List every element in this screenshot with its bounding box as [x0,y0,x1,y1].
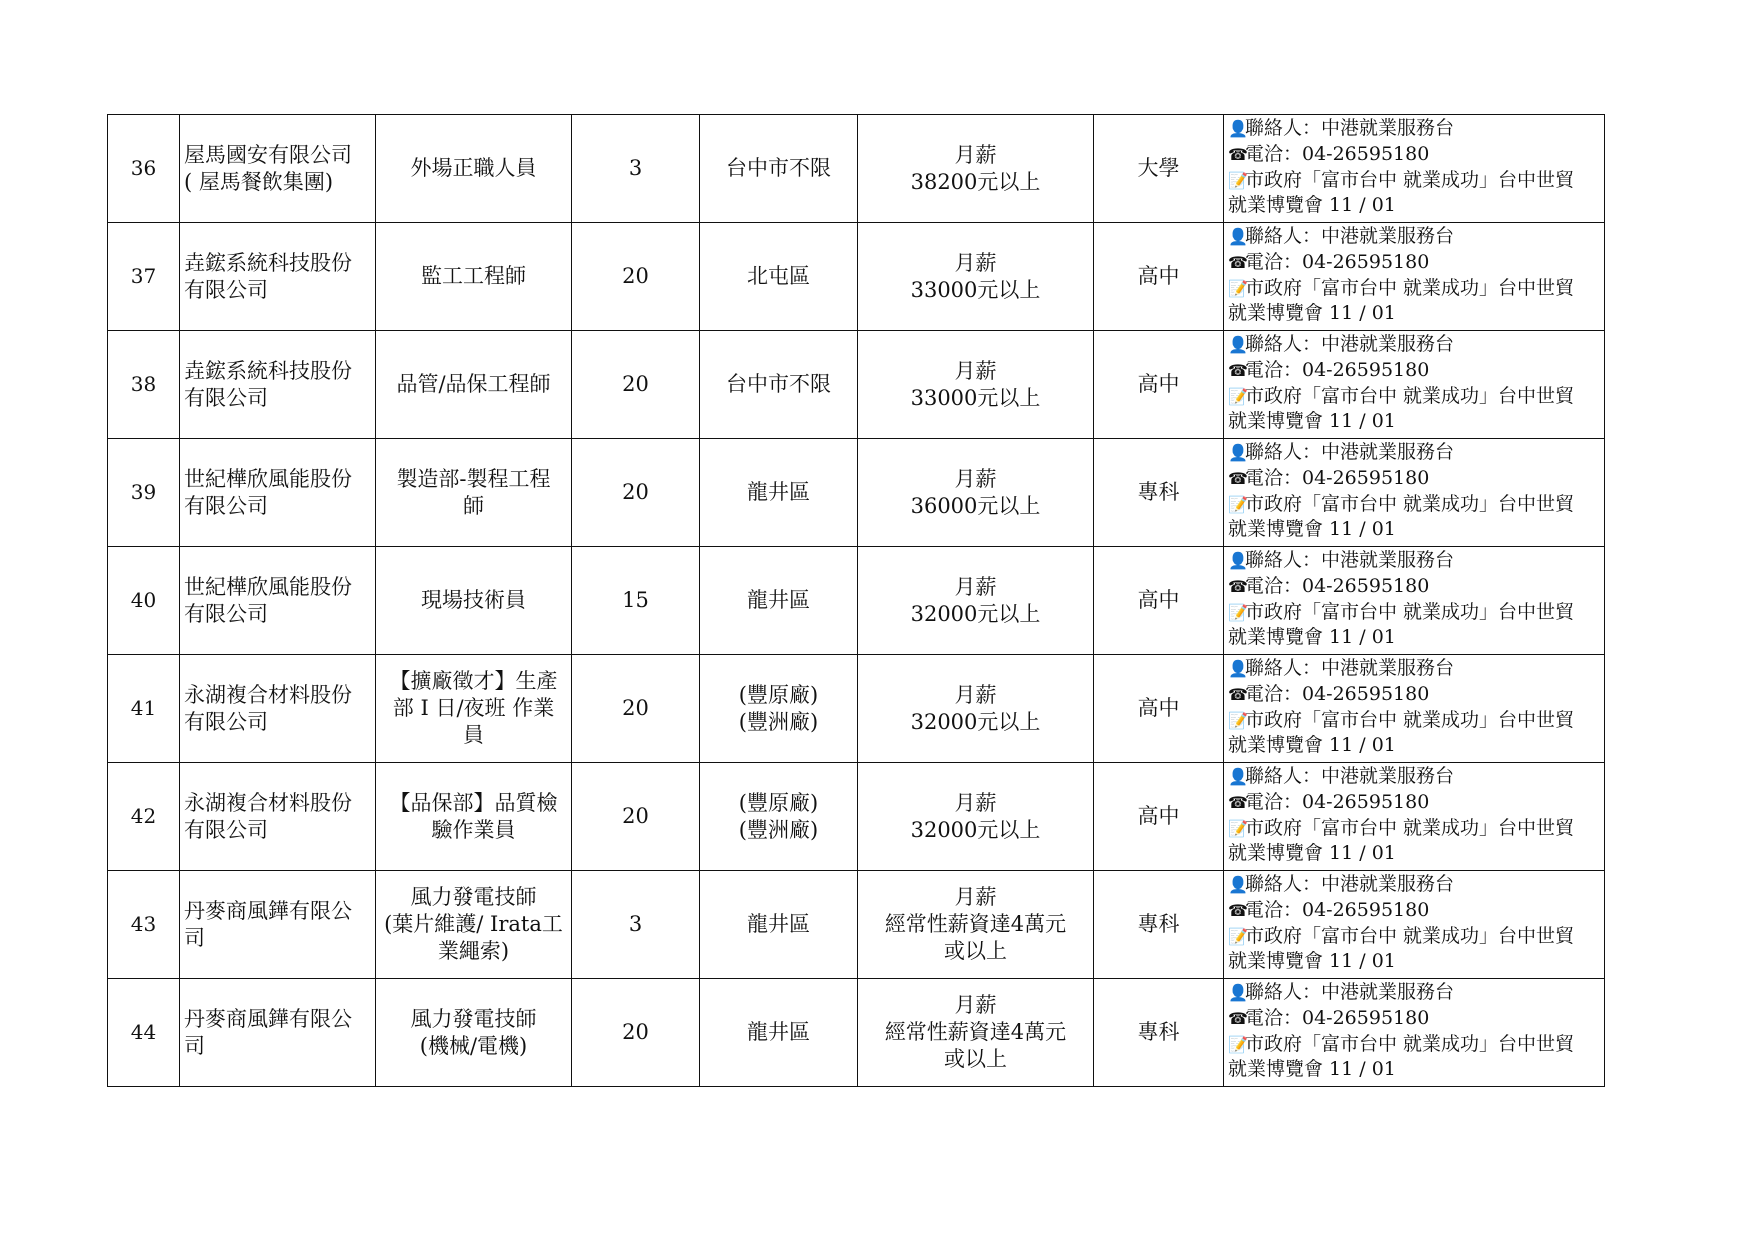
salary-line: 或以上 [944,1046,1007,1071]
row-number: 42 [108,763,180,871]
table-row [108,331,1605,439]
contact-event [1228,384,1602,410]
contact-event [1228,276,1602,302]
table-row [108,871,1605,979]
job-title [376,547,572,655]
contact-event-text: 市政府「富市台中 就業成功」台中世貿 [1245,276,1575,299]
table-row [108,655,1605,763]
work-location [700,439,858,547]
contact-event-date [1228,409,1602,435]
contact-phone [1228,466,1602,492]
job-title-line: 風力發電技師 [410,885,537,910]
job-title-line: 驗作業員 [431,817,516,842]
company-name-line: 世紀樺欣風能股份 [184,466,352,491]
contact-event-text: 市政府「富市台中 就業成功」台中世貿 [1245,492,1575,515]
person-icon: 👤 [1228,443,1248,462]
openings-count: 3 [572,115,700,223]
education-requirement: 高中 [1094,763,1224,871]
contact-event-date [1228,301,1602,327]
job-title [376,979,572,1087]
contact-phone [1228,142,1602,168]
contact-event-text: 市政府「富市台中 就業成功」台中世貿 [1245,816,1575,839]
company-name-line: 司 [184,925,205,950]
education-requirement: 高中 [1094,223,1224,331]
contact-person [1228,332,1602,358]
table-row [108,547,1605,655]
salary-line: 32000元以上 [910,601,1041,626]
job-title-line: 業繩索) [437,938,510,963]
company-name-line: ( 屋馬餐飲集團) [184,169,334,194]
contact-info [1224,547,1605,655]
salary-line: 月薪 [954,358,997,383]
job-title [376,871,572,979]
note-icon: 📝 [1228,926,1248,946]
company-name-line: 永湖複合材料股份 [184,682,352,707]
company-name-line: 有限公司 [184,709,268,734]
salary-line: 月薪 [954,885,997,910]
work-location [700,871,858,979]
education-requirement: 高中 [1094,655,1224,763]
work-location [700,223,858,331]
contact-phone [1228,250,1602,276]
job-title-line: 現場技術員 [421,588,526,613]
salary [858,223,1094,331]
company-name-line: 永湖複合材料股份 [184,790,352,815]
work-location [700,331,858,439]
salary [858,115,1094,223]
note-icon: 📝 [1228,818,1248,838]
company-name [180,871,376,979]
contact-phone-text: 電洽：04-26595180 [1245,1006,1430,1029]
contact-event [1228,1032,1602,1058]
contact-person [1228,224,1602,250]
salary-line: 月薪 [954,574,997,599]
job-title-line: 師 [463,493,484,518]
contact-event-text: 市政府「富市台中 就業成功」台中世貿 [1245,924,1575,947]
work-location-line: (豐洲廠) [738,817,819,842]
company-name-line: 有限公司 [184,385,268,410]
contact-event-date-text: 就業博覽會 11 / 01 [1228,410,1396,433]
contact-info [1224,979,1605,1087]
contact-event-text: 市政府「富市台中 就業成功」台中世貿 [1245,168,1575,191]
contact-event-date-text: 就業博覽會 11 / 01 [1228,1058,1396,1081]
contact-event-date-text: 就業博覽會 11 / 01 [1228,194,1396,217]
salary-line: 38200元以上 [910,169,1041,194]
salary-line: 月薪 [954,250,997,275]
person-icon: 👤 [1228,659,1248,678]
salary-line: 32000元以上 [910,709,1041,734]
contact-person-text: 聯絡人：中港就業服務台 [1245,981,1455,1003]
contact-person-text: 聯絡人：中港就業服務台 [1245,441,1455,463]
company-name-line: 有限公司 [184,493,268,518]
contact-phone [1228,790,1602,816]
contact-event-date-text: 就業博覽會 11 / 01 [1228,842,1396,865]
company-name-line: 屋馬國安有限公司 [184,142,352,167]
contact-info [1224,655,1605,763]
note-icon: 📝 [1228,710,1248,730]
phone-icon: ☎ [1228,1008,1248,1028]
job-title-line: 員 [463,722,484,747]
contact-phone [1228,358,1602,384]
education-requirement: 高中 [1094,547,1224,655]
openings-count: 20 [572,979,700,1087]
contact-event [1228,708,1602,734]
note-icon: 📝 [1228,170,1248,190]
job-title-line: 製造部-製程工程 [396,466,551,491]
contact-event-date [1228,193,1602,219]
row-number: 38 [108,331,180,439]
contact-event-date [1228,733,1602,759]
contact-event-text: 市政府「富市台中 就業成功」台中世貿 [1245,1032,1575,1055]
contact-phone-text: 電洽：04-26595180 [1245,898,1430,921]
job-title-line: 外場正職人員 [410,156,537,181]
contact-person-text: 聯絡人：中港就業服務台 [1245,657,1455,679]
note-icon: 📝 [1228,278,1248,298]
company-name-line: 有限公司 [184,277,268,302]
work-location-line: (豐洲廠) [738,709,819,734]
salary [858,331,1094,439]
person-icon: 👤 [1228,875,1248,894]
contact-event [1228,924,1602,950]
company-name [180,439,376,547]
contact-event [1228,816,1602,842]
contact-event-date [1228,949,1602,975]
contact-person [1228,980,1602,1006]
contact-event-date-text: 就業博覽會 11 / 01 [1228,734,1396,757]
table-row [108,115,1605,223]
salary [858,655,1094,763]
job-title-line: 【品保部】品質檢 [389,790,558,815]
job-title-line: 監工工程師 [421,264,526,289]
company-name-line: 司 [184,1033,205,1058]
contact-info [1224,115,1605,223]
job-title-line: 部 I 日/夜班 作業 [392,696,555,721]
contact-phone-text: 電洽：04-26595180 [1245,466,1430,489]
openings-count: 20 [572,655,700,763]
contact-info [1224,439,1605,547]
person-icon: 👤 [1228,335,1248,354]
contact-info [1224,223,1605,331]
contact-person-text: 聯絡人：中港就業服務台 [1245,549,1455,571]
openings-count: 20 [572,331,700,439]
salary-line: 月薪 [954,142,997,167]
openings-count: 20 [572,439,700,547]
salary-line: 36000元以上 [910,493,1041,518]
company-name-line: 有限公司 [184,817,268,842]
company-name [180,115,376,223]
note-icon: 📝 [1228,386,1248,406]
job-title [376,763,572,871]
salary-line: 經常性薪資達4萬元 [884,912,1067,937]
job-title [376,655,572,763]
work-location-line: 台中市不限 [726,156,831,181]
openings-count: 15 [572,547,700,655]
company-name-line: 丹麥商風鏵有限公 [184,898,352,923]
job-title-line: 品管/品保工程師 [396,372,551,397]
company-name [180,763,376,871]
job-title [376,115,572,223]
contact-event-date [1228,625,1602,651]
table-row [108,223,1605,331]
contact-phone [1228,1006,1602,1032]
work-location-line: 龍井區 [747,480,810,505]
work-location-line: (豐原廠) [738,790,819,815]
salary [858,871,1094,979]
work-location-line: 北屯區 [747,264,810,289]
salary-line: 經常性薪資達4萬元 [884,1020,1067,1045]
salary-line: 月薪 [954,682,997,707]
salary [858,763,1094,871]
work-location [700,655,858,763]
row-number: 37 [108,223,180,331]
contact-person [1228,872,1602,898]
company-name [180,655,376,763]
note-icon: 📝 [1228,494,1248,514]
contact-event-text: 市政府「富市台中 就業成功」台中世貿 [1245,600,1575,623]
contact-event-date-text: 就業博覽會 11 / 01 [1228,626,1396,649]
phone-icon: ☎ [1228,792,1248,812]
company-name-line: 有限公司 [184,601,268,626]
salary-line: 月薪 [954,466,997,491]
contact-person-text: 聯絡人：中港就業服務台 [1245,225,1455,247]
work-location [700,763,858,871]
note-icon: 📝 [1228,602,1248,622]
row-number: 44 [108,979,180,1087]
contact-phone-text: 電洽：04-26595180 [1245,250,1430,273]
contact-phone [1228,898,1602,924]
contact-phone-text: 電洽：04-26595180 [1245,682,1430,705]
salary [858,979,1094,1087]
phone-icon: ☎ [1228,252,1248,272]
company-name-line: 垚鋐系統科技股份 [184,250,352,275]
contact-person [1228,656,1602,682]
person-icon: 👤 [1228,983,1248,1002]
job-title-line: (葉片維護/ Irata工 [384,912,563,937]
job-title-line: 【擴廠徵才】生產 [389,669,558,694]
company-name [180,547,376,655]
contact-phone-text: 電洽：04-26595180 [1245,790,1430,813]
education-requirement: 專科 [1094,979,1224,1087]
contact-info [1224,763,1605,871]
contact-info [1224,871,1605,979]
phone-icon: ☎ [1228,360,1248,380]
salary-line: 月薪 [954,790,997,815]
salary-line: 32000元以上 [910,817,1041,842]
education-requirement: 大學 [1094,115,1224,223]
work-location-line: 龍井區 [747,588,810,613]
person-icon: 👤 [1228,227,1248,246]
row-number: 40 [108,547,180,655]
contact-person [1228,440,1602,466]
table-row [108,979,1605,1087]
company-name [180,979,376,1087]
contact-event-text: 市政府「富市台中 就業成功」台中世貿 [1245,708,1575,731]
row-number: 39 [108,439,180,547]
note-icon: 📝 [1228,1034,1248,1054]
education-requirement: 專科 [1094,871,1224,979]
contact-person [1228,116,1602,142]
contact-event-date-text: 就業博覽會 11 / 01 [1228,518,1396,541]
table-row [108,439,1605,547]
contact-person-text: 聯絡人：中港就業服務台 [1245,765,1455,787]
contact-person-text: 聯絡人：中港就業服務台 [1245,333,1455,355]
job-title [376,439,572,547]
openings-count: 3 [572,871,700,979]
company-name [180,223,376,331]
contact-person-text: 聯絡人：中港就業服務台 [1245,873,1455,895]
contact-person [1228,764,1602,790]
education-requirement: 專科 [1094,439,1224,547]
work-location-line: 龍井區 [747,912,810,937]
table-row [108,763,1605,871]
contact-phone [1228,682,1602,708]
contact-event [1228,600,1602,626]
contact-event [1228,168,1602,194]
education-requirement: 高中 [1094,331,1224,439]
row-number: 36 [108,115,180,223]
openings-count: 20 [572,223,700,331]
salary-line: 33000元以上 [910,385,1041,410]
contact-phone [1228,574,1602,600]
work-location-line: 龍井區 [747,1020,810,1045]
salary-line: 33000元以上 [910,277,1041,302]
openings-count: 20 [572,763,700,871]
job-title [376,331,572,439]
contact-phone-text: 電洽：04-26595180 [1245,142,1430,165]
work-location [700,115,858,223]
phone-icon: ☎ [1228,576,1248,596]
company-name [180,331,376,439]
job-title-line: 風力發電技師 [410,1006,537,1031]
contact-person-text: 聯絡人：中港就業服務台 [1245,117,1455,139]
person-icon: 👤 [1228,767,1248,786]
phone-icon: ☎ [1228,468,1248,488]
contact-event-date-text: 就業博覽會 11 / 01 [1228,950,1396,973]
salary [858,547,1094,655]
person-icon: 👤 [1228,119,1248,138]
company-name-line: 世紀樺欣風能股份 [184,574,352,599]
job-title-line: (機械/電機) [419,1033,528,1058]
person-icon: 👤 [1228,551,1248,570]
row-number: 43 [108,871,180,979]
contact-phone-text: 電洽：04-26595180 [1245,574,1430,597]
work-location [700,547,858,655]
salary [858,439,1094,547]
contact-event-date [1228,1057,1602,1083]
contact-event-date-text: 就業博覽會 11 / 01 [1228,302,1396,325]
company-name-line: 垚鋐系統科技股份 [184,358,352,383]
phone-icon: ☎ [1228,900,1248,920]
contact-event-date [1228,841,1602,867]
contact-event-date [1228,517,1602,543]
job-rows [108,115,1605,1087]
contact-person [1228,548,1602,574]
work-location-line: (豐原廠) [738,682,819,707]
work-location-line: 台中市不限 [726,372,831,397]
phone-icon: ☎ [1228,144,1248,164]
salary-line: 月薪 [954,993,997,1018]
phone-icon: ☎ [1228,684,1248,704]
job-title [376,223,572,331]
contact-info [1224,331,1605,439]
contact-event [1228,492,1602,518]
work-location [700,979,858,1087]
contact-phone-text: 電洽：04-26595180 [1245,358,1430,381]
job-listing-table [107,114,1605,1087]
contact-event-text: 市政府「富市台中 就業成功」台中世貿 [1245,384,1575,407]
company-name-line: 丹麥商風鏵有限公 [184,1006,352,1031]
row-number: 41 [108,655,180,763]
salary-line: 或以上 [944,938,1007,963]
